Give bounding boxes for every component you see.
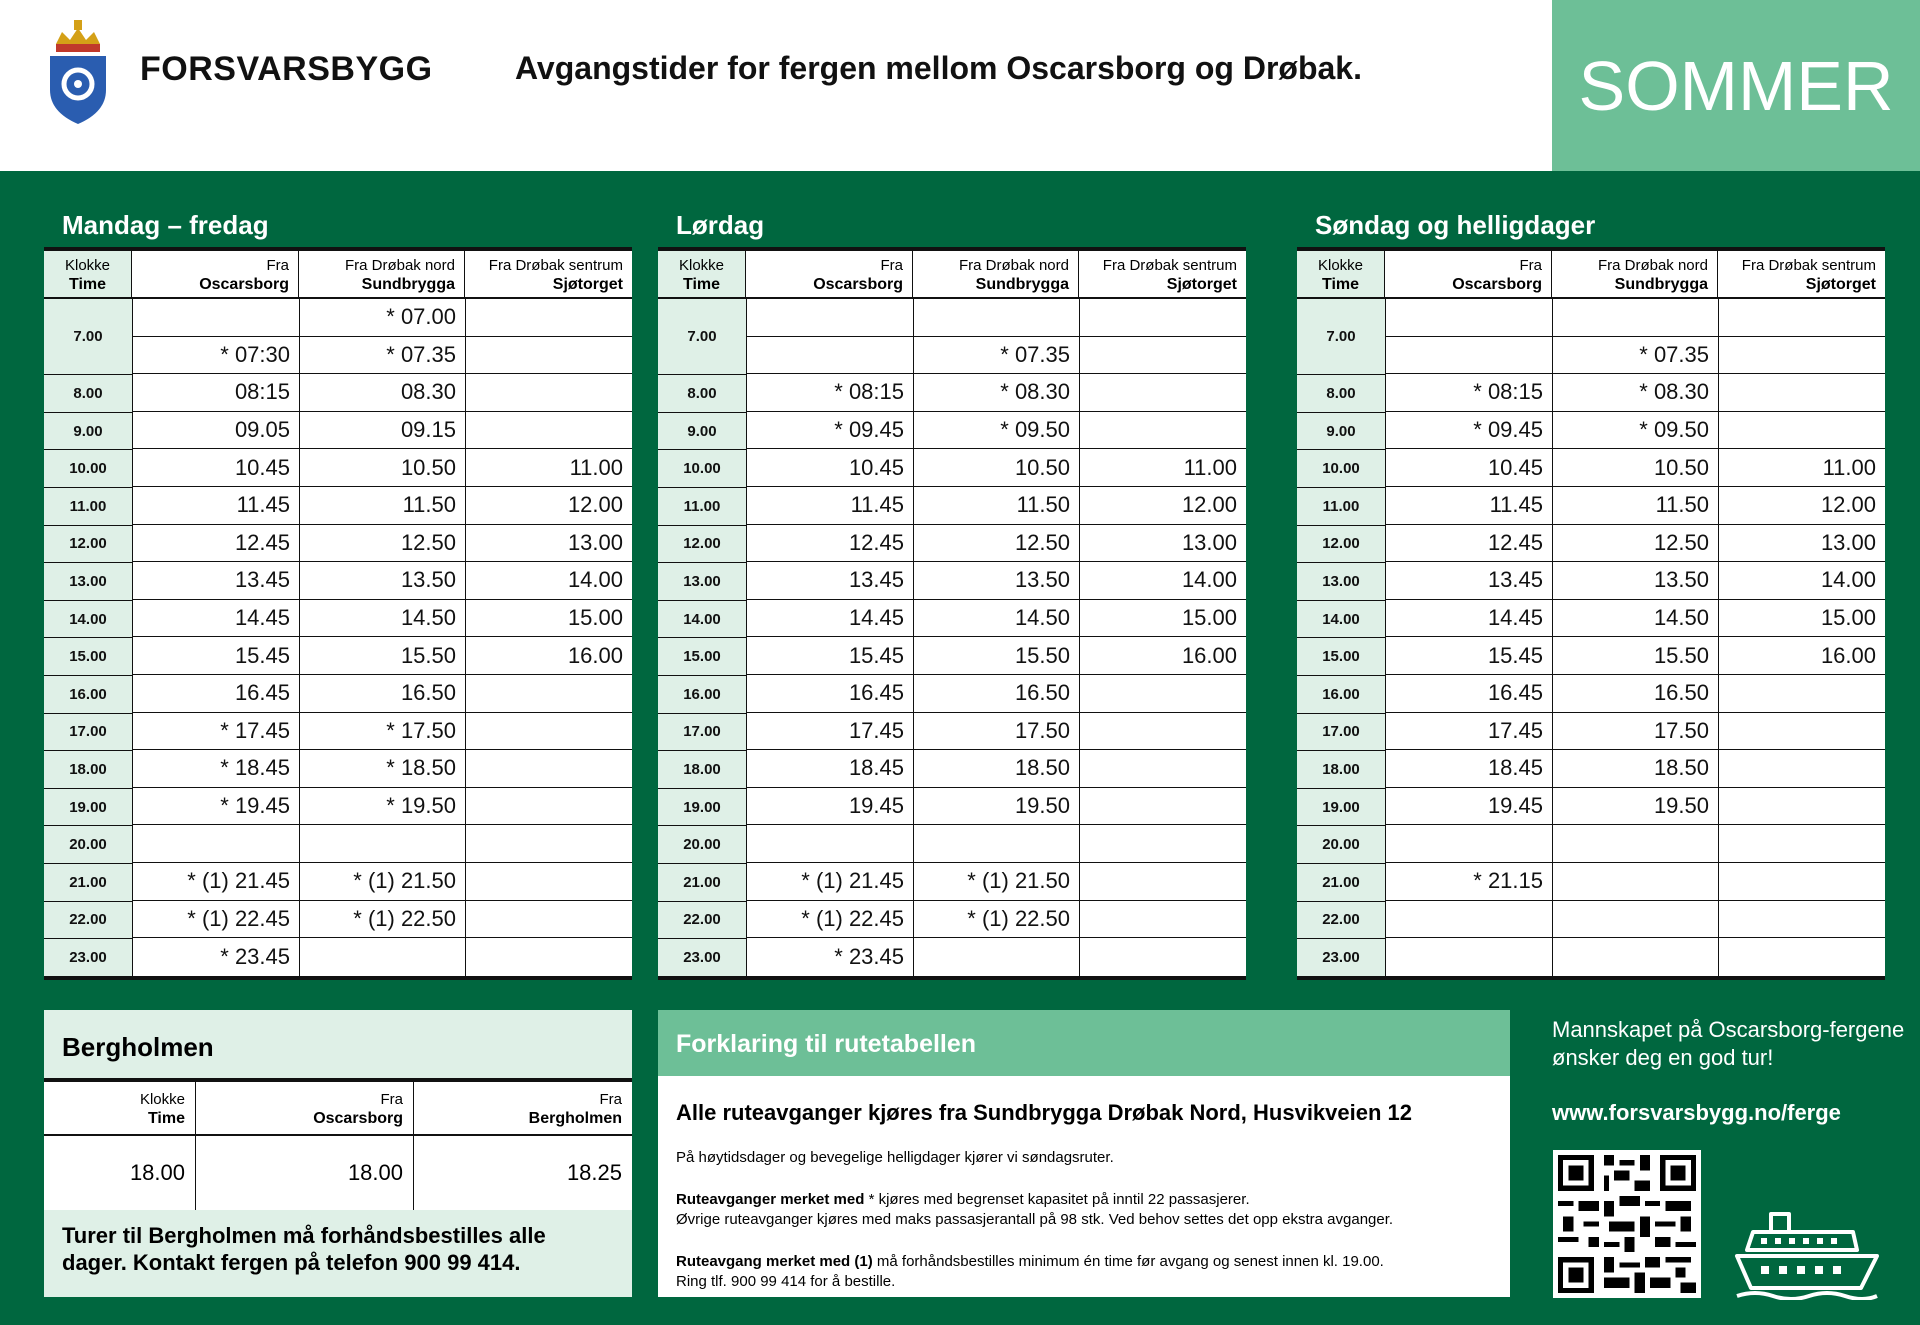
bergholmen-header-bergholmen [414,1082,632,1134]
ferry-icon [1733,1208,1881,1300]
departure-cell [465,337,632,375]
departure-cell [465,863,632,901]
departure-cell [132,299,299,337]
departure-cell: 14.50 [913,600,1079,638]
header-top-label: Klokke [678,257,725,274]
departure-cell [1079,938,1246,976]
bergholmen-from-oscarsborg: 18.00 [196,1136,414,1210]
hour-label: 16.00 [658,675,746,713]
departure-cell: 16.45 [132,675,299,713]
departure-cell [1718,713,1885,751]
hour-label: 21.00 [44,863,132,901]
hour-label: 14.00 [658,600,746,638]
departure-cell: 16.00 [465,637,632,675]
departure-cell: 13.50 [913,562,1079,600]
hour-label: 23.00 [658,938,746,976]
table-header-cell [132,251,299,297]
departure-cell: 13.00 [465,525,632,563]
departure-cell: 12.50 [1552,525,1718,563]
season-label: SOMMER [1552,0,1920,171]
departure-cell: 09.15 [299,412,465,450]
header-top-label: Fra [1519,257,1542,274]
departure-cell: * (1) 22.50 [913,901,1079,939]
departure-cell: * 08:15 [1385,374,1552,412]
departure-cell: 15.00 [1718,600,1885,638]
brand-name: FORSVARSBYGG [140,50,433,88]
departure-cell: 10.50 [1552,449,1718,487]
departure-cell: 12.00 [1079,487,1246,525]
explanation-main: Alle ruteavganger kjøres fra Sundbrygga Drøbak Nord, Husvikveien 12 [676,1100,1413,1125]
departure-cell: 11.00 [1079,449,1246,487]
departure-cell: 13.00 [1079,525,1246,563]
departure-cell: * 17.50 [299,713,465,751]
departure-cell [1718,825,1885,863]
hour-label: 18.00 [44,750,132,788]
header-top-label: Fra Drøbak nord [344,257,455,274]
header-bottom-label: Oscarsborg [199,276,289,293]
explanation-booking [676,1252,1510,1272]
hour-label: 15.00 [658,637,746,675]
departure-cell: * (1) 22.50 [299,901,465,939]
departure-cell: * (1) 22.45 [132,901,299,939]
departure-cell: 08:15 [132,374,299,412]
departure-cell [1079,788,1246,826]
page-title: Avgangstider for fergen mellom Oscarsborg og Drøbak. [515,50,1362,86]
header-bottom-label: Time [147,1110,185,1127]
departure-cell: * (1) 21.45 [746,863,913,901]
departure-cell [299,825,465,863]
departure-cell: 13.50 [299,562,465,600]
departure-cell: 15.45 [1385,637,1552,675]
explanation-phone: Ring tlf. 900 99 414 for å bestille. [676,1273,896,1290]
header-bottom-label: Time [68,276,107,293]
departure-cell: 11.45 [132,487,299,525]
departure-cell: * 07.35 [913,337,1079,375]
departure-cell [465,374,632,412]
website-link[interactable]: www.forsvarsbygg.no/ferge [1552,1100,1841,1125]
table-header-cell [1552,251,1718,297]
bergholmen-panel [44,1010,632,1297]
departure-cell: 15.50 [1552,637,1718,675]
hour-label: 16.00 [1297,675,1385,713]
table-header-cell [1079,251,1246,297]
qr-code[interactable] [1553,1150,1701,1298]
hour-label: 11.00 [658,487,746,525]
departure-cell [1718,374,1885,412]
hour-label: 15.00 [44,637,132,675]
departure-cell [1552,299,1718,337]
hour-label: 22.00 [1297,901,1385,939]
header-bottom-label: Oscarsborg [1452,276,1542,293]
departure-cell [1385,825,1552,863]
table-header-cell [1385,251,1552,297]
hour-label: 9.00 [1297,412,1385,450]
hour-label: 20.00 [44,825,132,863]
departure-cell [1718,412,1885,450]
hour-label: 7.00 [1297,299,1385,374]
departure-cell [1718,675,1885,713]
departure-cell: 14.00 [1718,562,1885,600]
departure-cell [1385,299,1552,337]
departure-cell: * 23.45 [132,938,299,976]
table-header-row [1297,251,1885,299]
departure-cell: 15.50 [913,637,1079,675]
departure-cell: 08.30 [299,374,465,412]
table-header-cell [299,251,465,297]
departure-cell: * 17.45 [132,713,299,751]
departure-cell: 15.50 [299,637,465,675]
departure-cell: 11.50 [1552,487,1718,525]
table-header-row [44,251,632,299]
coat-of-arms-logo [48,20,108,124]
departure-cell: 19.50 [913,788,1079,826]
departure-cell [1552,938,1718,976]
departure-cell [1385,901,1552,939]
departure-cell: 19.50 [1552,788,1718,826]
departure-cell: 18.45 [1385,750,1552,788]
header-top-label: Klokke [139,1091,185,1108]
departure-cell [1079,675,1246,713]
header-bottom-label: Sjøtorget [1166,276,1237,293]
explanation-asterisk-text: * kjøres med begrenset kapasitet på inntil 22 passasjerer. [864,1191,1250,1208]
table-header-cell [746,251,913,297]
table-header-cell [658,251,746,297]
departure-cell: 18.50 [1552,750,1718,788]
departure-cell: 18.45 [746,750,913,788]
bergholmen-from-bergholmen: 18.25 [566,1160,622,1185]
departure-cell: * 09.50 [1552,412,1718,450]
hour-label: 10.00 [44,449,132,487]
header-top-label: Fra Drøbak sentrum [1102,257,1237,274]
departure-cell: 10.50 [913,449,1079,487]
departure-cell [1385,938,1552,976]
hour-label: 23.00 [44,938,132,976]
departure-cell: 11.50 [913,487,1079,525]
header [0,0,1920,171]
departure-cell [465,938,632,976]
departure-cell: 14.00 [1079,562,1246,600]
hour-label: 14.00 [1297,600,1385,638]
departure-cell: 12.45 [132,525,299,563]
departure-cell: 14.50 [299,600,465,638]
departure-cell: * (1) 21.50 [913,863,1079,901]
header-top-label: Fra Drøbak nord [958,257,1069,274]
departure-cell [1552,825,1718,863]
departure-cell: 17.50 [913,713,1079,751]
departure-cell: 16.50 [913,675,1079,713]
departure-cell: * 08.30 [913,374,1079,412]
departure-cell: 14.45 [132,600,299,638]
departure-cell: 13.45 [132,562,299,600]
departure-cell [465,675,632,713]
hour-label: 8.00 [44,374,132,412]
hour-label: 16.00 [44,675,132,713]
departure-cell: * 08:15 [746,374,913,412]
departure-cell: * 09.45 [746,412,913,450]
hour-label: 21.00 [658,863,746,901]
departure-cell: 19.45 [1385,788,1552,826]
explanation-booking-text: må forhåndsbestilles minimum én time før avgang og senest innen kl. 19.00. [872,1253,1384,1270]
departure-cell: * 07.35 [1552,337,1718,375]
departure-cell [1718,788,1885,826]
departure-cell: 12.45 [746,525,913,563]
table-header-cell [465,251,632,297]
table-title: Søndag og helligdager [1315,210,1596,240]
header-top-label: Fra Drøbak sentrum [1741,257,1876,274]
departure-cell: 09.05 [132,412,299,450]
header-top-label: Fra [599,1091,622,1108]
departure-cell: 13.45 [1385,562,1552,600]
bergholmen-table [44,1078,632,1210]
explanation-booking-bold: Ruteavgang merket med (1) [676,1253,873,1270]
header-top-label: Fra Drøbak sentrum [488,257,623,274]
departure-cell: 11.45 [746,487,913,525]
departure-cell: 11.00 [1718,449,1885,487]
hour-label: 7.00 [44,299,132,374]
departure-cell: * 18.45 [132,750,299,788]
departure-cell: * 18.50 [299,750,465,788]
header-bottom-label: Time [682,276,721,293]
table-header-row [658,251,1246,299]
explanation-holidays: På høytidsdager og bevegelige helligdager kjører vi søndagsruter. [676,1149,1114,1166]
bergholmen-title: Bergholmen [62,1032,214,1062]
departure-cell: 16.00 [1718,637,1885,675]
departure-cell: 10.45 [746,449,913,487]
departure-cell [746,299,913,337]
departure-cell: 16.50 [299,675,465,713]
explanation-capacity: Øvrige ruteavganger kjøres med maks passasjerantall på 98 stk. Ved behov settes det opp ekstra avganger. [676,1211,1394,1228]
hour-label: 10.00 [658,449,746,487]
hour-label: 13.00 [1297,562,1385,600]
departure-cell [1385,337,1552,375]
departure-cell [1079,412,1246,450]
departure-cell [132,825,299,863]
departure-cell [1079,901,1246,939]
header-bottom-label: Oscarsborg [813,276,903,293]
header-top-label: Fra Drøbak nord [1597,257,1708,274]
departure-cell: * 21.15 [1385,863,1552,901]
header-bottom-label: Time [1321,276,1360,293]
departure-cell [465,901,632,939]
hour-label: 17.00 [658,713,746,751]
departure-cell: * 23.45 [746,938,913,976]
table-header-cell [913,251,1079,297]
hour-label: 22.00 [44,901,132,939]
hour-label: 12.00 [1297,525,1385,563]
explanation-asterisk [676,1190,1510,1210]
departure-cell [1079,374,1246,412]
departure-cell [1552,863,1718,901]
departure-cell: 12.00 [1718,487,1885,525]
header-bottom-label: Oscarsborg [313,1110,403,1127]
departure-cell: 17.45 [746,713,913,751]
hour-label: 10.00 [1297,449,1385,487]
departure-cell [1718,938,1885,976]
departure-cell: 14.45 [1385,600,1552,638]
explanation-asterisk-bold: Ruteavganger merket med [676,1191,865,1208]
header-top-label: Klokke [1317,257,1364,274]
hour-label: 8.00 [658,374,746,412]
departure-cell: 14.50 [1552,600,1718,638]
departure-cell: 17.45 [1385,713,1552,751]
departure-cell: 15.45 [132,637,299,675]
hour-label: 18.00 [658,750,746,788]
departure-cell: 11.45 [1385,487,1552,525]
bergholmen-row [44,1136,632,1210]
departure-cell [913,938,1079,976]
departure-cell: * 09.45 [1385,412,1552,450]
timetable [1297,247,1885,980]
departure-cell: 19.45 [746,788,913,826]
hour-label: 17.00 [44,713,132,751]
departure-cell [1079,863,1246,901]
header-bottom-label: Sundbrygga [1614,276,1708,293]
hour-label: 9.00 [44,412,132,450]
greeting-text: Mannskapet på Oscarsborg-fergene ønsker deg en god tur! [1552,1017,1905,1070]
departure-cell: * (1) 21.45 [132,863,299,901]
hour-label: 8.00 [1297,374,1385,412]
header-bottom-label: Bergholmen [528,1110,622,1127]
departure-cell: 16.45 [746,675,913,713]
departure-cell [465,713,632,751]
hour-label: 11.00 [44,487,132,525]
departure-cell: 13.45 [746,562,913,600]
departure-cell: * 07.35 [299,337,465,375]
hour-label: 12.00 [658,525,746,563]
departure-cell [465,788,632,826]
header-top-label: Fra [266,257,289,274]
departure-cell [1718,337,1885,375]
departure-cell [913,825,1079,863]
departure-cell [465,412,632,450]
departure-cell [746,825,913,863]
departure-cell: 15.00 [1079,600,1246,638]
departure-cell [465,299,632,337]
departure-cell: * (1) 22.45 [746,901,913,939]
hour-label: 23.00 [1297,938,1385,976]
header-bottom-label: Sundbrygga [975,276,1069,293]
explanation-title: Forklaring til rutetabellen [658,1010,1510,1076]
hour-label: 14.00 [44,600,132,638]
departure-cell: 18.50 [913,750,1079,788]
hour-label: 17.00 [1297,713,1385,751]
timetable [658,247,1246,980]
departure-cell: 15.45 [746,637,913,675]
hour-label: 13.00 [658,562,746,600]
departure-cell: 16.45 [1385,675,1552,713]
departure-cell [1079,825,1246,863]
departure-cell [1552,901,1718,939]
bergholmen-header-time [44,1082,196,1134]
departure-cell: 13.00 [1718,525,1885,563]
departure-cell: * 09.50 [913,412,1079,450]
explanation-panel [658,1010,1510,1297]
header-bottom-label: Sjøtorget [1805,276,1876,293]
departure-cell: * 19.50 [299,788,465,826]
bergholmen-note: Turer til Bergholmen må forhåndsbestilles alle dager. Kontakt fergen på telefon 900 99 414. [62,1223,546,1275]
hour-label: 21.00 [1297,863,1385,901]
departure-cell: * 19.45 [132,788,299,826]
departure-cell [1718,750,1885,788]
departure-cell: 14.00 [465,562,632,600]
departure-cell [1079,299,1246,337]
departure-cell [299,938,465,976]
header-top-label: Fra [380,1091,403,1108]
departure-cell [1079,337,1246,375]
departure-cell: 13.50 [1552,562,1718,600]
header-bottom-label: Sundbrygga [361,276,455,293]
hour-label: 20.00 [658,825,746,863]
bergholmen-time: 18.00 [44,1136,196,1210]
departure-cell: 12.00 [465,487,632,525]
table-title: Mandag – fredag [62,210,269,240]
departure-cell: 12.45 [1385,525,1552,563]
departure-cell [1079,750,1246,788]
bergholmen-header-oscarsborg [196,1082,414,1134]
departure-cell: * (1) 21.50 [299,863,465,901]
hour-label: 19.00 [44,788,132,826]
departure-cell: * 08.30 [1552,374,1718,412]
hour-label: 19.00 [1297,788,1385,826]
hour-label: 20.00 [1297,825,1385,863]
departure-cell: 11.50 [299,487,465,525]
departure-cell: 12.50 [913,525,1079,563]
hour-label: 18.00 [1297,750,1385,788]
header-top-label: Klokke [64,257,111,274]
hour-label: 15.00 [1297,637,1385,675]
departure-cell [465,825,632,863]
table-header-cell [1297,251,1385,297]
bergholmen-header-row [44,1082,632,1136]
hour-label: 19.00 [658,788,746,826]
departure-cell [1079,713,1246,751]
table-header-cell [44,251,132,297]
timetable [44,247,632,980]
hour-label: 22.00 [658,901,746,939]
departure-cell: * 07.00 [299,299,465,337]
departure-cell: 16.50 [1552,675,1718,713]
hour-label: 11.00 [1297,487,1385,525]
departure-cell: 10.45 [132,449,299,487]
departure-cell: 17.50 [1552,713,1718,751]
hour-label: 13.00 [44,562,132,600]
hour-label: 7.00 [658,299,746,374]
departure-cell [1718,863,1885,901]
departure-cell: 10.45 [1385,449,1552,487]
table-header-cell [1718,251,1885,297]
header-top-label: Fra [880,257,903,274]
table-title: Lørdag [676,210,765,240]
departure-cell: 15.00 [465,600,632,638]
departure-cell: 16.00 [1079,637,1246,675]
departure-cell [465,750,632,788]
departure-cell [913,299,1079,337]
departure-cell [1718,299,1885,337]
hour-label: 9.00 [658,412,746,450]
departure-cell: 10.50 [299,449,465,487]
departure-cell [746,337,913,375]
departure-cell [1718,901,1885,939]
departure-cell: 11.00 [465,449,632,487]
departure-cell: * 07:30 [132,337,299,375]
departure-cell: 12.50 [299,525,465,563]
departure-cell: 14.45 [746,600,913,638]
hour-label: 12.00 [44,525,132,563]
header-bottom-label: Sjøtorget [552,276,623,293]
